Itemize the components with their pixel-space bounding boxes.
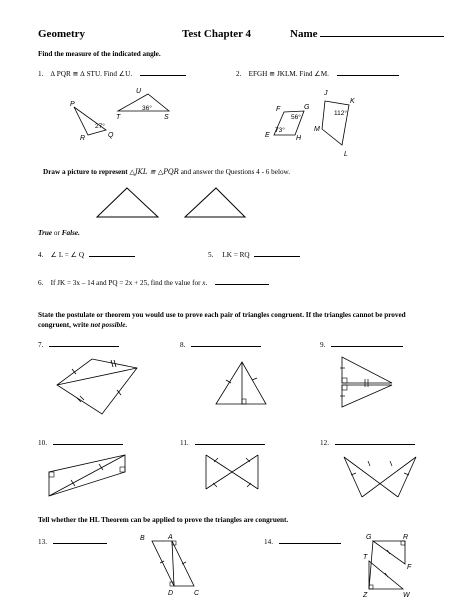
angle-56: 56° [291,114,301,121]
answer-8-field[interactable] [191,338,261,347]
label-f14: F [407,564,412,571]
answer-9-field[interactable] [331,338,403,347]
question-4: 4. ∠ L = ∠ Q [38,248,135,259]
question-1: 1. ∆ PQR ≅ ∆ STU. Find ∠U. [38,67,186,78]
answer-13-field[interactable] [53,535,107,544]
figure-2-quadrilaterals [262,87,372,162]
label-u: U [136,88,142,95]
figure-12 [342,453,422,503]
label-c: C [194,590,200,597]
label-t14: T [363,554,368,561]
name-field[interactable] [320,28,444,37]
label-b: B [140,535,145,542]
label-h: H [296,135,302,142]
label-g14: G [366,534,372,541]
label-e: E [265,132,270,139]
section3-instruction: State the postulate or theorem you would use to prove each pair of triangles congruent. If the triangles cannot be proved congruent, write not possible. [38,311,406,329]
question-13: 13. [38,535,107,546]
figure-8 [214,360,274,410]
angle-36: 36° [142,105,152,112]
answer-11-field[interactable] [195,436,265,445]
figure-10 [43,452,133,502]
answer-2-field[interactable] [337,67,399,76]
answer-10-field[interactable] [53,436,123,445]
figure-14 [363,531,423,601]
answer-5-field[interactable] [254,248,300,257]
question-11: 11. [180,436,265,447]
label-f: F [276,106,281,113]
angle-27: 27° [95,123,105,130]
answer-6-field[interactable] [215,276,269,285]
figure-7 [55,352,155,422]
figure-1-triangles [70,85,190,145]
label-l: L [344,151,348,158]
figure-9 [340,355,400,415]
label-s: S [164,114,169,121]
answer-1-field[interactable] [140,67,186,76]
question-5: 5. LK = RQ [208,248,300,259]
figure-11 [204,453,264,493]
section2-instruction: Draw a picture to represent △JKL ≅ △PQR and answer the Questions 4 - 6 below. [43,168,291,176]
angle-73: 73° [275,127,285,134]
answer-7-field[interactable] [49,338,119,347]
section4-instruction: Tell whether the HL Theorem can be applied to prove the triangles are congruent. [38,516,289,524]
figure-13 [138,531,208,601]
question-9: 9. [320,338,403,349]
answer-14-field[interactable] [279,535,341,544]
label-k: K [350,98,355,105]
label-m: M [314,126,320,133]
label-w14: W [403,592,410,599]
name-label: Name [290,28,444,40]
label-p: P [70,101,75,108]
label-d: D [168,590,174,597]
two-blank-triangles [95,186,395,222]
label-r14: R [403,534,409,541]
question-14: 14. [264,535,341,546]
label-t: T [116,114,121,121]
triangle-jkl [97,188,158,217]
label-q: Q [108,132,114,139]
true-false-heading: True or False. [38,229,80,237]
question-6: 6. If JK = 3x – 14 and PQ = 2x + 25, find the value for x. [38,276,269,287]
answer-4-field[interactable] [89,248,135,257]
answer-12-field[interactable] [335,436,415,445]
label-r: R [80,135,86,142]
label-j: J [324,90,328,97]
question-8: 8. [180,338,261,349]
section1-instruction: Find the measure of the indicated angle. [38,50,161,58]
label-a: A [168,534,173,541]
label-z14: Z [363,592,368,599]
label-g: G [304,104,310,111]
angle-112: 112° [334,110,347,117]
question-2: 2. EFGH ≅ JKLM. Find ∠M. [236,67,399,78]
chapter-title: Test Chapter 4 [182,28,252,40]
triangle-pqr [185,188,245,217]
question-10: 10. [38,436,123,447]
subject-title: Geometry [38,28,86,40]
question-7: 7. [38,338,119,349]
question-12: 12. [320,436,415,447]
